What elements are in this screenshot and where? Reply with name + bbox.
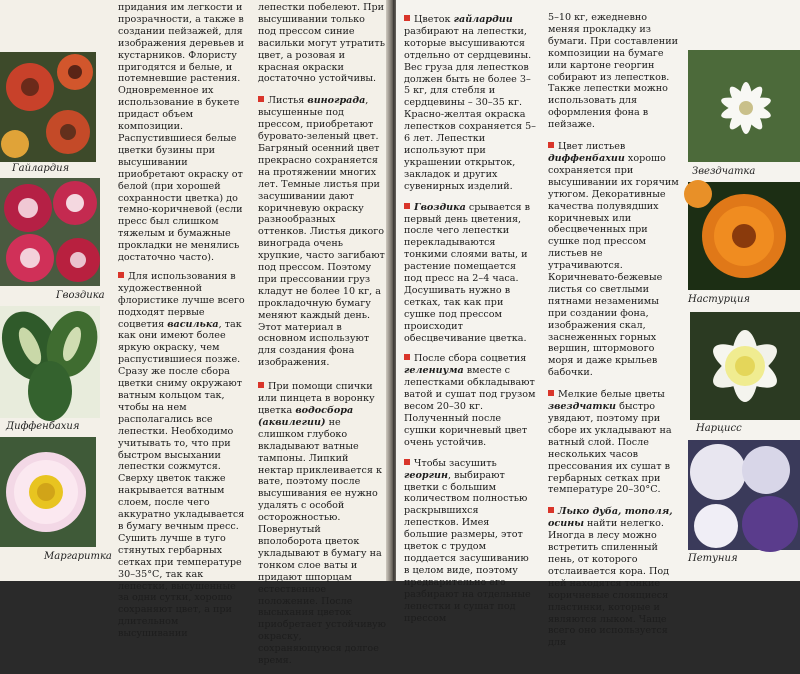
section-marker [548, 142, 554, 148]
col3-paragraph-2: Гвоздика срывается в первый день цветения, после чего лепестки перекладываются тонкими слоями ваты, и растение помещается под пресс на 2–4 часа. Досушивать нужно в сетках, так как при сушке под прессом происходит обесцвечивание цветка. [404, 201, 530, 344]
section-marker [258, 382, 264, 388]
col4-paragraph-4: Лыко дуба, тополя, осины найти нелегко. Иногда в лесу можно встретить спиленный пень, от которого отслаивается кора. Под ней находятся тонкие коричневые слоящиеся пластинки, которые и являются лыком. Чаще всего оно используется для [548, 506, 673, 649]
text-column-4 [548, 12, 680, 656]
gaillardia-caption: Гайлардия [12, 163, 70, 174]
daisy-photo [0, 437, 96, 547]
col3-paragraph-4: Чтобы засушить георгин, выбирают цветки с большим количеством полностью раскрывшихся лепестков. Имея большие размеры, этот цветок с трудом поддается засушиванию в целом виде, поэтому предварительно его разбирают на отдельные лепестки и сушат под прессом [404, 457, 531, 624]
nasturtium-caption: Настурция [688, 294, 751, 305]
petunia-photo [688, 440, 800, 550]
col4-paragraph-3: Мелкие белые цветы звездчатки быстро увядают, поэтому при сборе их укладывают на ватный слой. После нескольких часов прессования их сушат в гербарных сетках при температуре 20–30°С. [548, 389, 672, 496]
carnation-caption: Гвоздика [56, 290, 105, 301]
section-marker [258, 96, 264, 102]
left-page [0, 0, 392, 667]
narcissus-caption: Нарцисс [696, 423, 742, 434]
section-marker [404, 354, 410, 360]
gaillardia-photo [0, 52, 96, 162]
col3-paragraph-3: После сбора соцветия гелениума вместе с лепестками обкладывают ватой и сушат под грузом весом 20–30 кг. Полученный после сушки коричневый цвет очень устойчив. [404, 353, 536, 448]
section-marker [548, 507, 554, 513]
col1-paragraph-2: Для использования в художественной флористике лучше всего подходят первые соцветия василька, так как они имеют более яркую окраску, чем распустившиеся позже. Сразу же после сбора цветки сниму окружают ватным кольцом так, чтобы на нем располагались все лепестки. Необходимо учитывать то, что при быстром высыхании лепестки сожмутся. Сверху цветок также накрывается ватным слоем, после чего аккуратно укладывается в бумагу вечным пресс. Сушить лучше в туго стянутых гербарных сетках при температуре 30–35°С, так как лепестки, высушенные за одни сутки, хорошо сохраняют цвет, а при длительном высушивании [118, 270, 245, 640]
nasturtium-photo [688, 182, 800, 290]
narcissus-photo [690, 312, 800, 420]
col4-paragraph-1: 5–10 кг, ежедневно меняя прокладку из бумаги. При составлении композиции на бумаге или картоне георгин собирают из лепестков. Также лепестки можно использовать для оформления фона в пейзаже. [548, 12, 678, 131]
col2-paragraph-1: лепестки побелеют. При высушивании только под прессом синие васильки могут утратить цвет, а розовая и красная окраски достаточно устойчивы. [258, 2, 385, 85]
col2-paragraph-3: При помощи спички или пинцета в воронку цветка водосбора (аквилегии) не слишком глубоко вкладывают ватные тампоны. Липкий нектар приклеивается к вате, поэтому после высушивания ее нужно удалять с особой осторожностью. Повернутый вполоборота цветок укладывают в бумагу на тонком слое ваты и придают шпорцам естественное положение. После высыхания цветок приобретает устойчивую окраску, сохраняющуюся долгое время. [258, 381, 386, 667]
section-marker [548, 390, 554, 396]
section-marker [404, 459, 410, 465]
section-marker [404, 203, 410, 209]
petunia-caption: Петуния [688, 553, 738, 564]
section-marker [118, 272, 124, 278]
text-column-2 [258, 2, 386, 674]
text-column-3 [404, 14, 536, 631]
stellaria-photo [688, 50, 800, 162]
stellaria-caption: Звездчатка [692, 166, 756, 177]
section-marker [404, 15, 410, 21]
col4-paragraph-2: Цвет листьев диффенбахии хорошо сохраняется при высушивании их горячим утюгом. Декоративные качества полувядших коричневых или обесцвеченных при сушке под прессом листьев не утрачиваются. Коричневато-бежевые листья со светлыми пятнами незаменимы при создании фона, изображения скал, заснеженных горных вершин, штормового моря и даже крыльев бабочки. [548, 141, 679, 379]
carnation-photo [0, 178, 100, 286]
daisy-caption: Маргаритка [44, 551, 112, 562]
col1-paragraph-1: придания им легкости и прозрачности, а также в создании пейзажей, для изображения деревьев и кустарников. Флористу пригодятся и белые, и потемневшие растения. Одновременное их использование в букете придаст объем композиции. Распустившиеся белые цветки бузины при высушивании приобретают окраску от белой (при хорошей сохранности цветка) до темно-коричневой (если пресс был слишком тяжелым и бумажные прокладки не менялись достаточно часто). [118, 2, 244, 264]
col2-paragraph-2: Листья винограда, высушенные под прессом, приобретают буровато-зеленый цвет. Багряный осенний цвет прекрасно сохраняется на протяжении многих лет. Темные листья при засушивании дают коричневую окраску разнообразных оттенков. Листья дикого винограда очень хрупкие, часто загибают под прессом. Поэтому при прессовании груз кладут не более 10 кг, а прокладочную бумагу меняют каждый день. Этот материал в основном используют для создания фона изображения. [258, 95, 385, 369]
dieffenbachia-photo [0, 306, 100, 418]
dieffenbachia-caption: Диффенбахия [6, 421, 80, 432]
col3-paragraph-1: Цветок гайлардии разбирают на лепестки, которые высушиваются отдельно от сердцевины. Вес груза для лепестков должен быть не более 3–5 кг, для стебля и сердцевины – 30–35 кг. Красно-желтая окраска лепестков сохраняется 5–6 лет. Лепестки используют при украшении открыток, закладок и других сувенирных изделий. [404, 14, 536, 192]
right-page [396, 0, 800, 649]
text-column-1 [118, 2, 248, 647]
